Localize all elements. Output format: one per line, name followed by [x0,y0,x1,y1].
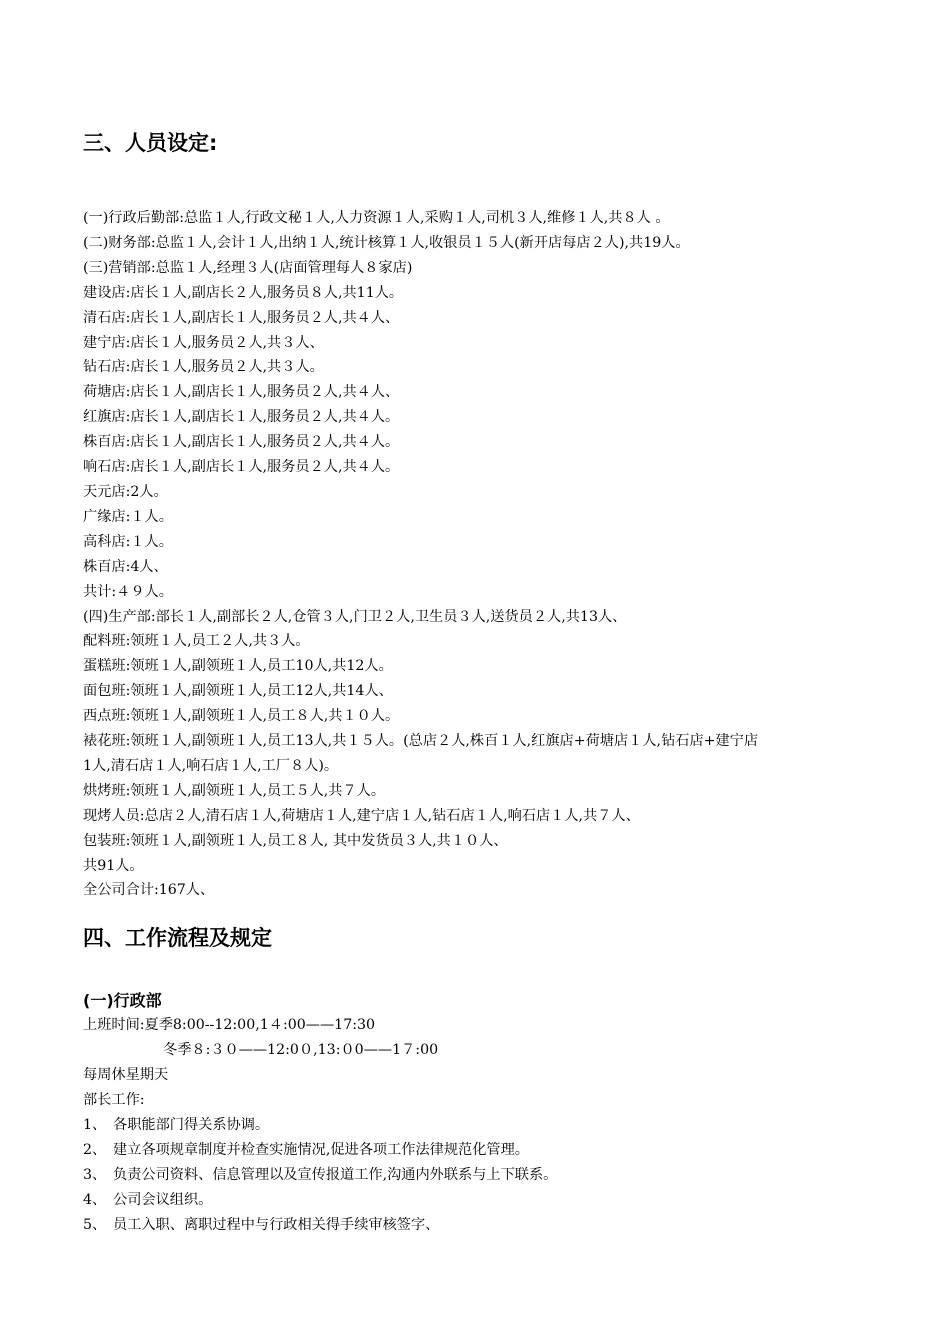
list-item [83,1188,883,1213]
staffing-line: 红旗店:店长１人,副店长１人,服务员２人,共４人。 [83,409,400,426]
staffing-line: 清石店:店长１人,副店长１人,服务员２人,共４人、 [83,309,400,326]
list-item-text: 公司会议组织。 [113,1191,213,1208]
subsection-heading-admin: (一)行政部 [83,991,162,1011]
staffing-line: 烘烤班:领班１人,副领班１人,员工５人,共７人。 [83,782,386,799]
staffing-line: 裱花班:领班１人,副领班１人,员工13人,共１５人。(总店２人,株百１人,红旗店+荷塘店１人,钻石店+建宁店 [83,733,759,750]
staffing-line: 荷塘店:店长１人,副店长１人,服务员２人,共４人、 [83,384,400,401]
list-item-number: 5、 [83,1216,107,1233]
list-item-text: 各职能部门得关系协调。 [113,1117,270,1133]
list-item-number: 2、 [83,1141,107,1158]
staffing-line: 共计:４９人。 [83,583,173,600]
staffing-line: 共91人。 [83,857,144,874]
staffing-line: 高科店:１人。 [83,533,173,550]
staffing-line: 响石店:店长１人,副店长１人,服务员２人,共４人。 [83,459,400,476]
staffing-line: 1人,清石店１人,响石店１人,工厂８人)。 [83,757,339,774]
list-item [83,1138,883,1163]
staffing-line: (二)财务部:总监１人,会计１人,出纳１人,统计核算１人,收银员１５人(新开店每店２人),共19人。 [83,234,690,251]
staffing-line: 广缘店:１人。 [83,508,173,525]
staffing-line: 全公司合计:167人、 [83,882,215,899]
staffing-line: (一)行政后勤部:总监１人,行政文秘１人,人力资源１人,采购１人,司机３人,维修１人,共８人 。 [83,210,670,226]
list-item-number: 1、 [83,1117,107,1133]
work-hours-summer: 上班时间:夏季8:00--12:00,1４:00——17:30 [83,1017,376,1034]
staffing-line: (四)生产部:部长１人,副部长２人,仓管３人,门卫２人,卫生员３人,送货员２人,共13人、 [83,608,627,625]
work-hours-winter: 冬季８:３０——12:0０,13:０0——1７:00 [163,1042,439,1059]
list-item [83,1113,883,1138]
staffing-line: 蛋糕班:领班１人,副领班１人,员工10人,共12人。 [83,658,393,675]
list-item [83,1213,883,1238]
section-heading-workflow: 四、工作流程及规定 [83,926,272,951]
list-item [83,1163,883,1188]
duties-list [83,1113,883,1238]
list-item-number: 4、 [83,1191,107,1208]
section-heading-staffing: 三、人员设定: [83,131,218,155]
staffing-line: (三)营销部:总监１人,经理３人(店面管理每人８家店) [83,259,413,276]
staffing-list [83,206,883,903]
staffing-line: 建宁店:店长１人,服务员２人,共３人、 [83,334,324,351]
list-item-text: 员工入职、离职过程中与行政相关得手续审核签字、 [113,1216,440,1233]
list-item-text: 建立各项规章制度并检查实施情况,促进各项工作法律规范化管理。 [113,1141,529,1158]
rest-day: 每周休星期天 [83,1067,169,1084]
duties-title: 部长工作: [83,1092,145,1109]
document-body [83,128,883,1238]
staffing-line: 西点班:领班１人,副领班１人,员工８人,共１０人。 [83,708,400,725]
staffing-line: 现烤人员:总店２人,清石店１人,荷塘店１人,建宁店１人,钻石店１人,响石店１人,共７人、 [83,807,640,824]
staffing-line: 钻石店:店长１人,服务员２人,共３人。 [83,359,324,376]
staffing-line: 株百店:4人、 [83,558,168,575]
staffing-line: 包装班:领班１人,副领班１人,员工８人, 其中发货员３人,共１０人、 [83,832,508,849]
staffing-line: 天元店:2人。 [83,483,168,500]
staffing-line: 配料班:领班１人,员工２人,共３人。 [83,633,310,650]
staffing-line: 株百店:店长１人,副店长１人,服务员２人,共４人。 [83,434,400,451]
list-item-text: 负责公司资料、信息管理以及宣传报道工作,沟通内外联系与上下联系。 [113,1166,558,1183]
staffing-line: 面包班:领班１人,副领班１人,员工12人,共14人、 [83,683,393,700]
list-item-number: 3、 [83,1166,107,1183]
staffing-line: 建设店:店长１人,副店长２人,服务员８人,共11人。 [83,284,404,301]
